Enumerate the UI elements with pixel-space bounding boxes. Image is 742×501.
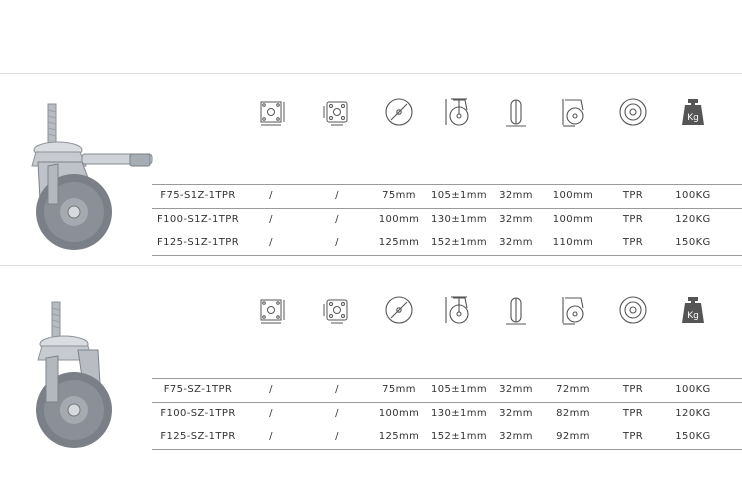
cell: 100mm — [552, 214, 594, 225]
table-row — [152, 378, 742, 403]
model-cell: F75-S1Z-1TPR — [160, 190, 236, 201]
offset-icon — [557, 294, 589, 326]
model-cell: F125-SZ-1TPR — [160, 431, 236, 442]
table-row — [152, 232, 742, 256]
cell: TPR — [622, 190, 644, 201]
cell: / — [269, 384, 273, 395]
cell: 32mm — [499, 431, 533, 442]
top-plate-dimension-icon — [255, 96, 287, 128]
cell: 125mm — [378, 431, 420, 442]
cell: 120KG — [675, 408, 711, 419]
cell: 75mm — [382, 190, 416, 201]
table-row — [152, 403, 742, 426]
cell: 100mm — [378, 214, 420, 225]
cell: 32mm — [499, 408, 533, 419]
spec-table-2 — [152, 378, 742, 450]
svg-text:Kg: Kg — [687, 311, 699, 321]
cell: 120KG — [675, 214, 711, 225]
cell: 32mm — [499, 190, 533, 201]
cell: 110mm — [552, 237, 594, 248]
cell: 150KG — [675, 431, 711, 442]
cell: 92mm — [556, 431, 590, 442]
spec-table-1 — [152, 184, 742, 256]
cell: / — [335, 237, 339, 248]
wheel-material-icon — [617, 96, 649, 128]
load-capacity-icon — [677, 96, 709, 128]
offset-icon — [557, 96, 589, 128]
cell: / — [269, 237, 273, 248]
cell: 125mm — [378, 237, 420, 248]
total-height-icon — [443, 96, 475, 128]
top-plate-dimension-icon — [255, 294, 287, 326]
svg-text:Kg: Kg — [687, 113, 699, 123]
bolt-hole-spacing-icon — [321, 96, 353, 128]
cell: / — [269, 190, 273, 201]
cell: 32mm — [499, 384, 533, 395]
wheel-material-icon — [617, 294, 649, 326]
cell: 100mm — [378, 408, 420, 419]
cell: / — [335, 384, 339, 395]
cell: 75mm — [382, 384, 416, 395]
cell: TPR — [622, 431, 644, 442]
cell: 72mm — [556, 384, 590, 395]
cell: 100KG — [675, 190, 711, 201]
table-row — [152, 426, 742, 450]
total-height-icon — [443, 294, 475, 326]
cell: 100mm — [552, 190, 594, 201]
cell: 152±1mm — [430, 237, 488, 248]
model-cell: F75-SZ-1TPR — [163, 384, 233, 395]
top-divider-line — [0, 73, 742, 74]
cell: TPR — [622, 214, 644, 225]
cell: 100KG — [675, 384, 711, 395]
table-row — [152, 209, 742, 232]
cell: 152±1mm — [430, 431, 488, 442]
cell: 130±1mm — [430, 214, 488, 225]
cell: TPR — [622, 408, 644, 419]
cell: 82mm — [556, 408, 590, 419]
wheel-diameter-icon — [383, 96, 415, 128]
cell: 105±1mm — [430, 384, 488, 395]
cell: / — [269, 431, 273, 442]
wheel-width-icon — [500, 294, 532, 326]
cell: / — [269, 214, 273, 225]
model-cell: F100-SZ-1TPR — [160, 408, 236, 419]
cell: / — [335, 431, 339, 442]
model-cell: F100-S1Z-1TPR — [156, 214, 240, 225]
bolt-hole-spacing-icon — [321, 294, 353, 326]
spec-icons-row — [0, 96, 742, 136]
middle-divider-line — [0, 265, 742, 266]
model-cell: F125-S1Z-1TPR — [156, 237, 240, 248]
cell: / — [335, 408, 339, 419]
cell: TPR — [622, 384, 644, 395]
spec-icons-row — [0, 294, 742, 334]
cell: 32mm — [499, 237, 533, 248]
cell: 150KG — [675, 237, 711, 248]
cell: 32mm — [499, 214, 533, 225]
cell: / — [269, 408, 273, 419]
table-row — [152, 184, 742, 209]
product-section-2 — [0, 294, 742, 454]
load-capacity-icon — [677, 294, 709, 326]
cell: / — [335, 190, 339, 201]
wheel-diameter-icon — [383, 294, 415, 326]
product-section-1 — [0, 96, 742, 256]
cell: TPR — [622, 237, 644, 248]
wheel-width-icon — [500, 96, 532, 128]
cell: 105±1mm — [430, 190, 488, 201]
cell: 130±1mm — [430, 408, 488, 419]
cell: / — [335, 214, 339, 225]
